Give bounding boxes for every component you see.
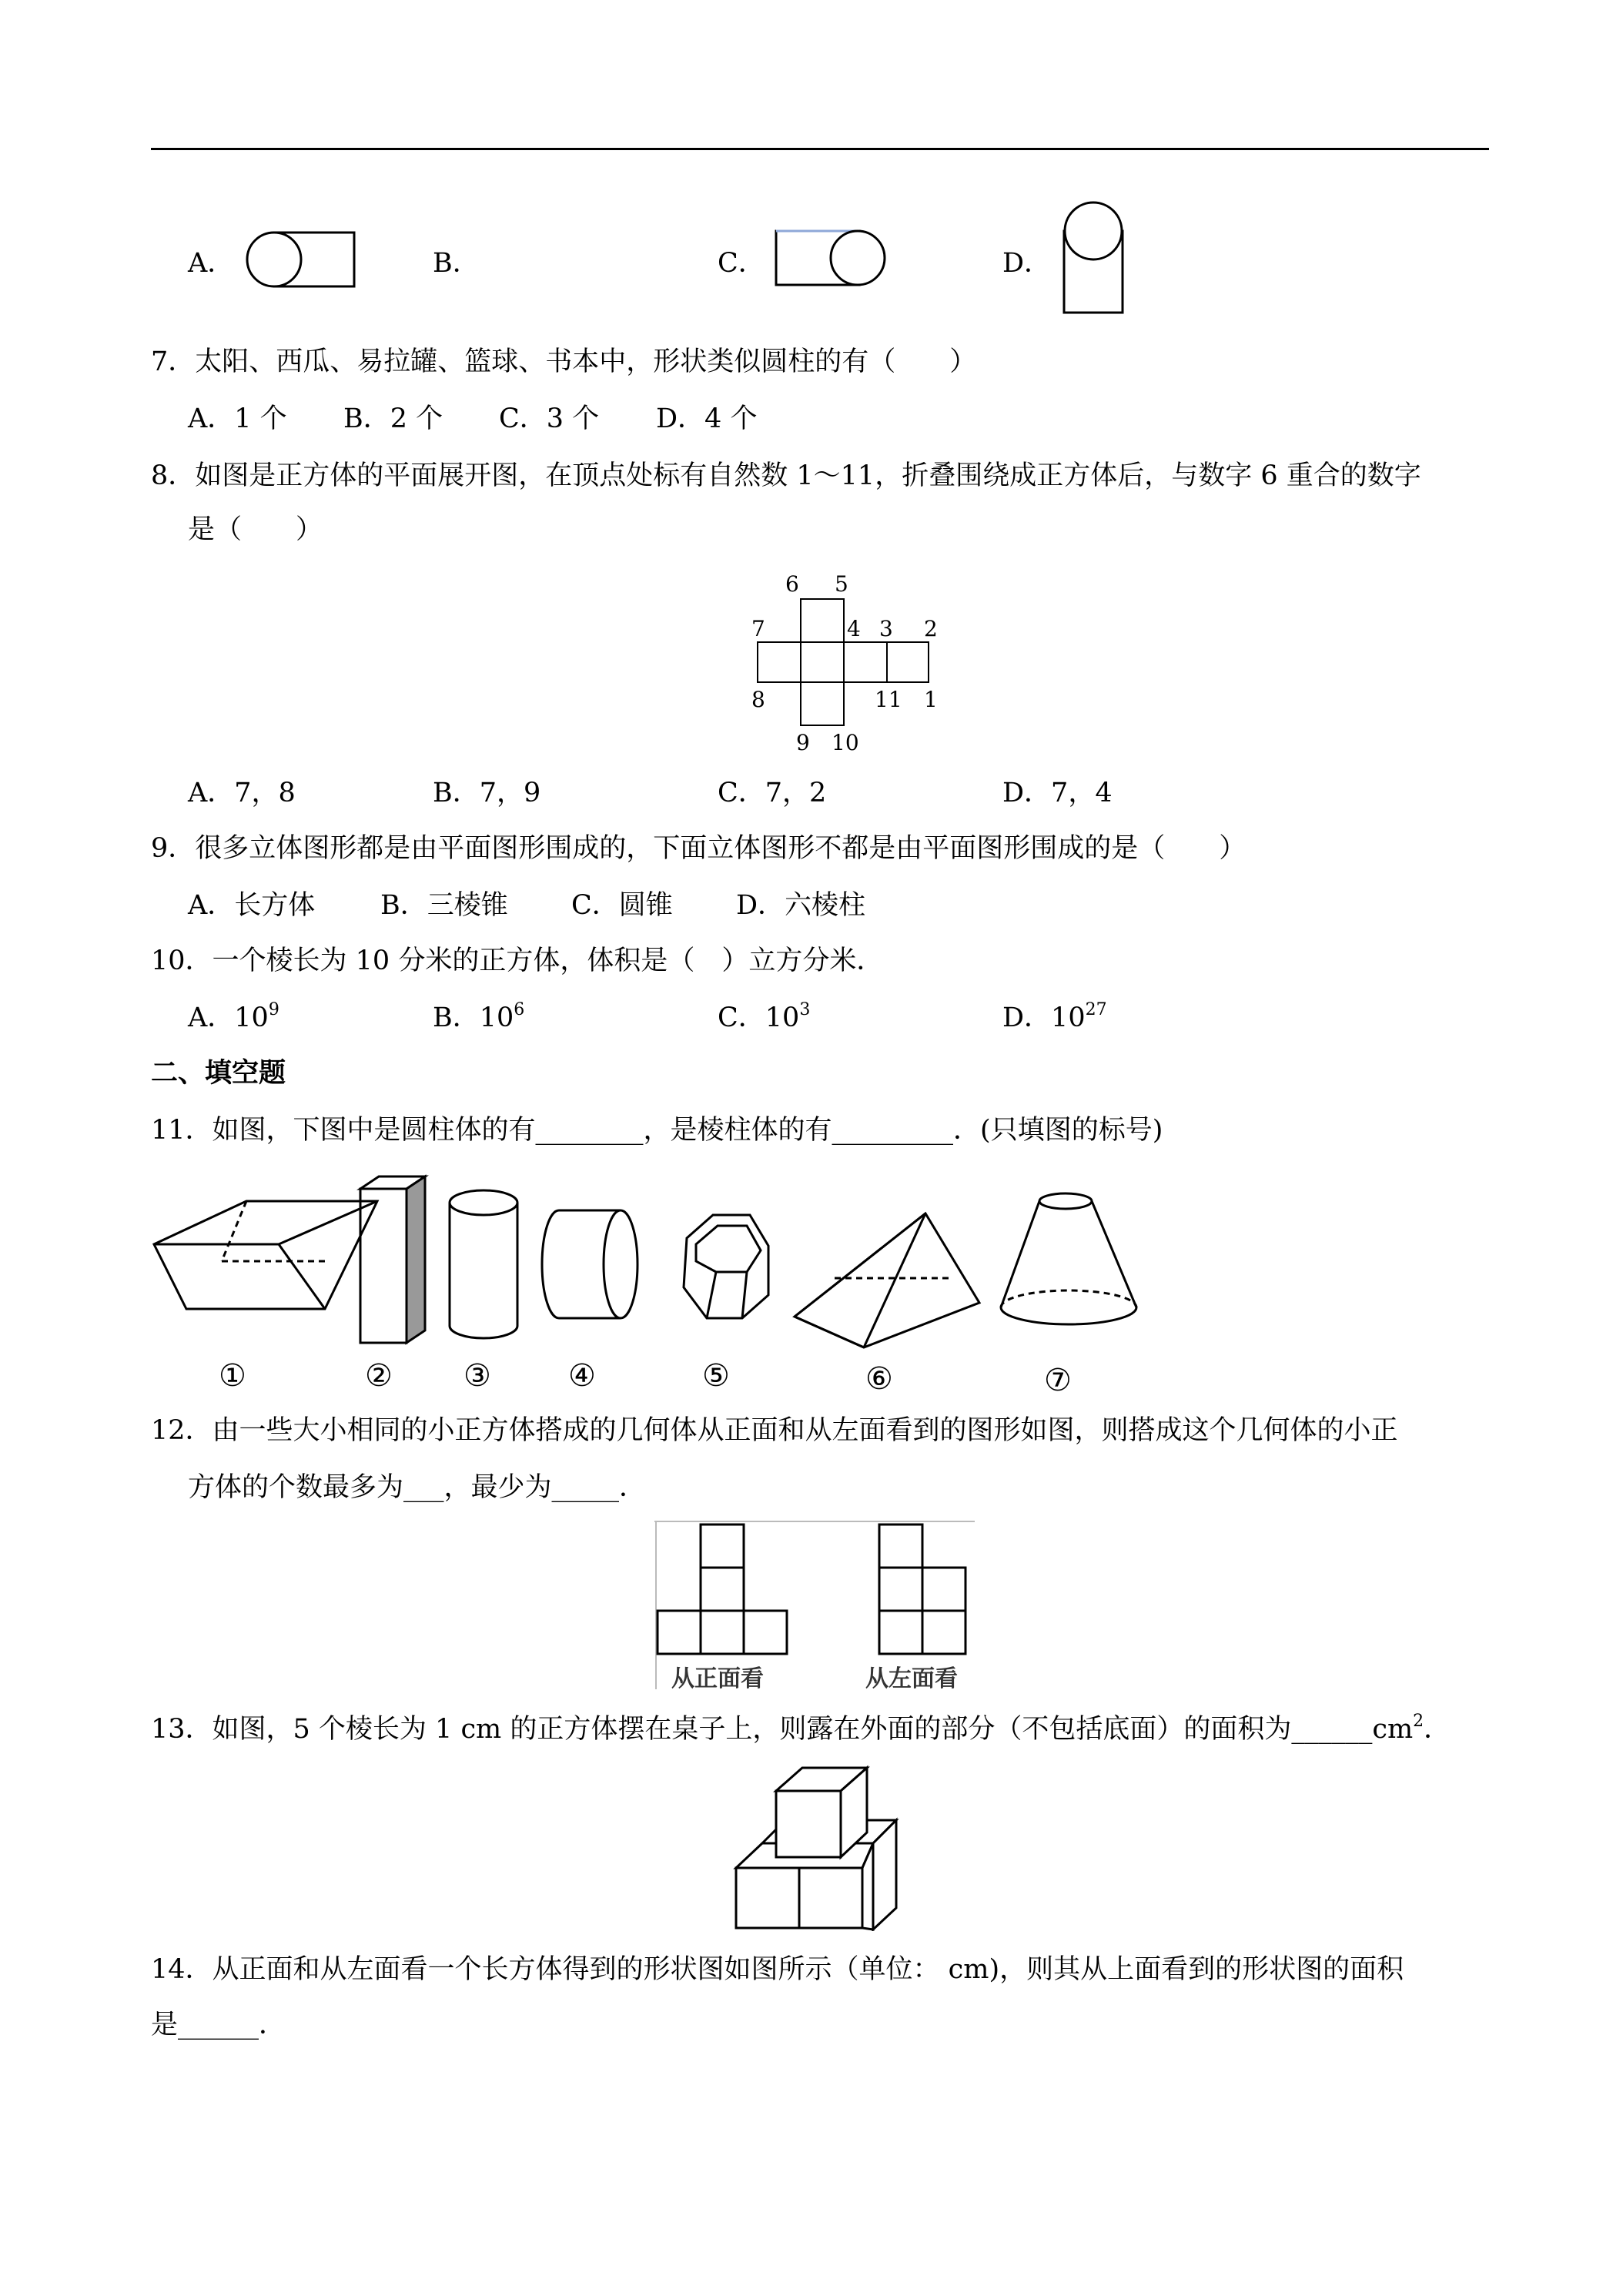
cube-net-figure bbox=[739, 570, 947, 758]
q10-option-b: B．$10^6$ bbox=[433, 1000, 525, 1033]
net-label-2: 2 bbox=[924, 616, 938, 641]
q7-option-c: C．3 个 bbox=[499, 403, 600, 434]
solid-label-1: ① bbox=[219, 1358, 246, 1394]
q6-option-d-figure bbox=[1061, 197, 1126, 317]
solid-label-3: ③ bbox=[463, 1358, 491, 1394]
q12-stem-line1: 12．由一些大小相同的小正方体搭成的几何体从正面和从左面看到的图形如图，则搭成这个几何体的小正 bbox=[151, 1415, 1398, 1446]
q9-stem: 9．很多立体图形都是由平面图形围成的，下面立体图形不都是由平面图形围成的是（ ） bbox=[151, 833, 1247, 864]
q6-option-b-label: B． bbox=[433, 248, 480, 279]
net-label-1: 1 bbox=[924, 687, 938, 712]
q8-option-b: B．7，9 bbox=[433, 778, 541, 808]
q8-option-c: C．7，2 bbox=[718, 778, 827, 808]
q6-option-c-figure bbox=[773, 228, 888, 290]
q7-option-a: A．1 个 bbox=[188, 403, 287, 434]
q14-stem-line1: 14．从正面和从左面看一个长方体得到的形状图如图所示（单位： cm)，则其从上面看到的形状图的面积 bbox=[151, 1954, 1404, 1985]
solids-figure bbox=[148, 1170, 1149, 1401]
q7-option-d: D．4 个 bbox=[656, 403, 758, 434]
q6-option-c-label: C． bbox=[718, 248, 765, 279]
q8-stem-line1: 8．如图是正方体的平面展开图，在顶点处标有自然数 1～11，折叠围绕成正方体后，与数字 6 重合的数字 bbox=[151, 460, 1421, 491]
net-label-11: 11 bbox=[875, 687, 902, 712]
q10-option-a: A．$10^9$ bbox=[188, 1000, 279, 1033]
caption-left-view: 从左面看 bbox=[865, 1665, 958, 1692]
section-title-fill-in: 二、填空题 bbox=[151, 1058, 286, 1089]
q12-stem-line2: 方体的个数最多为___，最少为_____． bbox=[188, 1472, 647, 1503]
q8-option-d: D．7，4 bbox=[1002, 778, 1113, 808]
net-label-6: 6 bbox=[785, 571, 799, 597]
solid-label-6: ⑥ bbox=[865, 1361, 893, 1397]
net-label-3: 3 bbox=[879, 616, 893, 641]
q9-option-c: C．圆锥 bbox=[571, 890, 673, 921]
net-label-10: 10 bbox=[832, 730, 859, 755]
q9-option-d: D．六棱柱 bbox=[736, 890, 866, 921]
q13-stem: 13．如图，5 个棱长为 1 cm 的正方体摆在桌子上，则露在外面的部分（不包括底面）的面积为$\_\_\_\_\_\_cm^2$． bbox=[151, 1712, 1451, 1745]
q6-option-a-figure bbox=[245, 229, 359, 290]
q6-option-d-label: D． bbox=[1002, 248, 1052, 279]
header-rule bbox=[151, 148, 1489, 150]
net-label-7: 7 bbox=[751, 616, 765, 641]
solid-label-4: ④ bbox=[568, 1358, 596, 1394]
solid-label-5: ⑤ bbox=[702, 1358, 730, 1394]
q8-option-a: A．7，8 bbox=[188, 778, 296, 808]
q9-option-b: B．三棱锥 bbox=[380, 890, 508, 921]
q10-option-d: D．$10^{27}$ bbox=[1002, 1000, 1107, 1033]
views-figure bbox=[654, 1520, 975, 1697]
stacked-cubes-figure bbox=[731, 1762, 904, 1931]
solid-label-2: ② bbox=[365, 1358, 393, 1394]
q6-option-a-label: A． bbox=[188, 248, 235, 279]
net-label-4: 4 bbox=[847, 616, 861, 641]
q8-stem-line2: 是（ ） bbox=[188, 514, 323, 545]
caption-front-view: 从正面看 bbox=[671, 1665, 764, 1692]
q9-option-a: A．长方体 bbox=[188, 890, 316, 921]
q14-stem-line2: 是______． bbox=[151, 2010, 286, 2040]
q11-stem: 11．如图，下图中是圆柱体的有________，是棱柱体的有_________．(只填图的标号) bbox=[151, 1115, 1163, 1146]
net-label-8: 8 bbox=[751, 687, 765, 712]
net-label-5: 5 bbox=[835, 571, 848, 597]
q7-option-b: B．2 个 bbox=[343, 403, 443, 434]
solid-label-7: ⑦ bbox=[1044, 1363, 1072, 1398]
q10-option-c: C．$10^3$ bbox=[718, 1000, 811, 1033]
net-label-9: 9 bbox=[796, 730, 810, 755]
q7-stem: 7．太阳、西瓜、易拉罐、篮球、书本中，形状类似圆柱的有（ ） bbox=[151, 346, 977, 377]
q10-stem: 10．一个棱长为 10 分米的正方体，体积是（ ）立方分米． bbox=[151, 946, 884, 976]
